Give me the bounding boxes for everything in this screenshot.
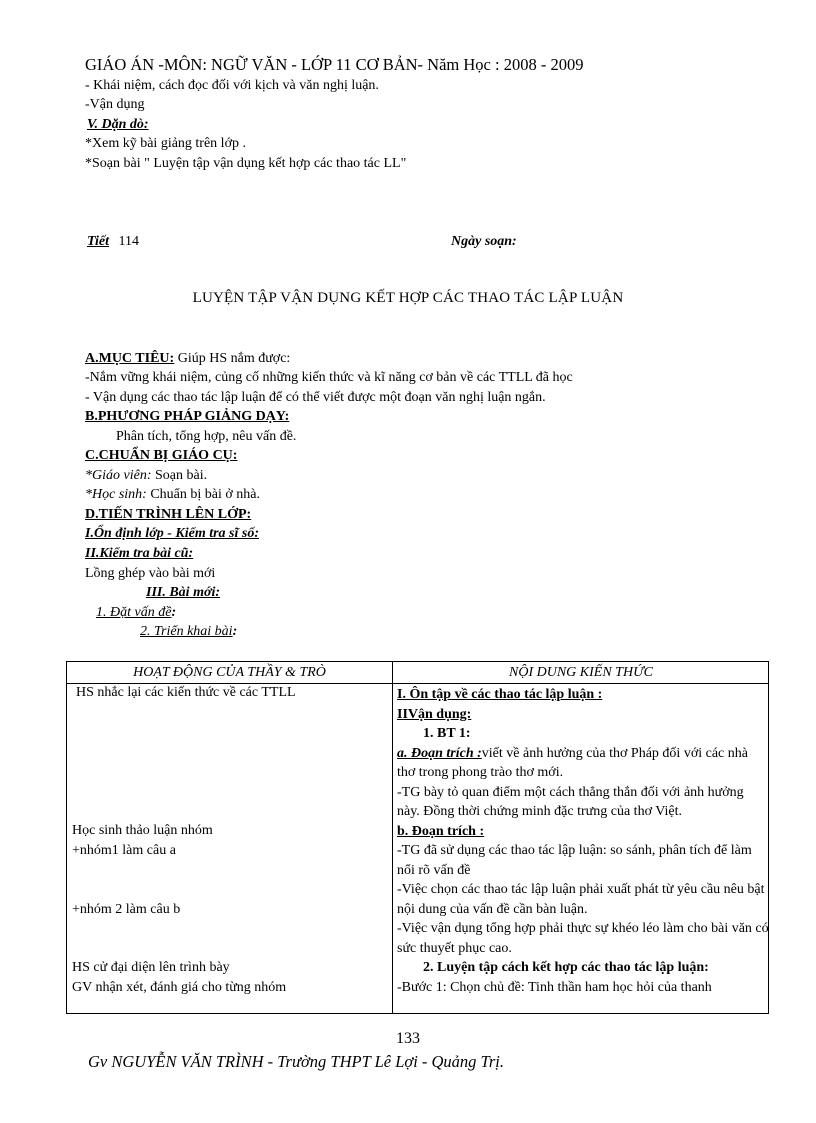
content-label: a. Đoạn trích :	[397, 745, 482, 761]
tiet-number: 114	[118, 234, 140, 249]
dan-do-item: *Xem kỹ bài giảng trên lớp .	[85, 136, 246, 151]
content-text: viết về ảnh hưởng của thơ Pháp đối với các nhà thơ trong phong trào thơ mới.	[397, 745, 748, 780]
content-paragraph: -TG đã sử dụng các thao tác lập luận: so sánh, phân tích để làm nổi rõ vấn đề	[397, 843, 752, 878]
content-paragraph	[397, 744, 769, 783]
trien-khai: 2. Triển khai bài:	[140, 624, 238, 639]
dan-do-heading: V. Dặn dò:	[87, 117, 149, 132]
kiem-tra-heading: II.Kiểm tra bài cũ:	[85, 546, 194, 561]
muc-tieu-heading: A.MỤC TIÊU:	[85, 351, 175, 366]
chuan-bi-hs	[85, 487, 260, 503]
tien-trinh-heading: D.TIẾN TRÌNH LÊN LỚP:	[85, 507, 252, 522]
lesson-title: LUYỆN TẬP VẬN DỤNG KẾT HỢP CÁC THAO TÁC LẬP LUẬN	[192, 290, 624, 306]
phuong-phap-heading: B.PHƯƠNG PHÁP GIẢNG DẠY:	[85, 409, 290, 424]
muc-tieu-line	[85, 351, 290, 367]
chuan-bi-heading: C.CHUẨN BỊ GIÁO CỤ:	[85, 448, 238, 463]
content-heading: IIVận dụng:	[397, 706, 472, 722]
tiet-line	[87, 234, 139, 250]
table-header-activity: HOẠT ĐỘNG CỦA THẦY & TRÒ	[133, 665, 326, 680]
tiet-label: Tiết	[87, 234, 110, 249]
table-header-divider	[67, 683, 768, 684]
kiem-tra-text: Lồng ghép vào bài mới	[85, 566, 216, 581]
document-footer: Gv NGUYỄN VĂN TRÌNH - Trường THPT Lê Lợi - Quảng Trị.	[88, 1052, 504, 1071]
gv-text: Soạn bài.	[151, 468, 208, 483]
chuan-bi-gv	[85, 468, 207, 484]
activity-line: HS cử đại diện lên trình bày	[72, 960, 230, 975]
document-header: GIÁO ÁN -MÔN: NGỮ VĂN - LỚP 11 CƠ BẢN- Năm Học : 2008 - 2009	[85, 55, 584, 74]
content-paragraph: -Việc vận dụng tổng hợp phải thực sự khéo léo làm cho bài văn có sức thuyết phục cao.	[397, 921, 769, 956]
activity-line: GV nhận xét, đánh giá cho từng nhóm	[72, 980, 287, 995]
trien-khai-label: 2. Triển khai bài	[140, 624, 233, 639]
table-column-divider	[392, 662, 393, 1013]
hs-text: Chuẩn bị bài ở nhà.	[146, 487, 260, 502]
text-line: -Vận dụng	[85, 97, 145, 112]
content-paragraph: -Việc chọn các thao tác lập luận phải xuất phát từ yêu cầu nêu bật nội dung của vấn đề cần bàn luận.	[397, 882, 765, 917]
bai-moi-heading: III. Bài mới:	[146, 585, 221, 600]
muc-tieu-intro: Giúp HS nắm được:	[174, 351, 291, 366]
phuong-phap-text: Phân tích, tổng hợp, nêu vấn đề.	[116, 429, 297, 444]
gv-label: *Giáo viên:	[85, 468, 152, 483]
hs-label: *Học sinh:	[85, 487, 147, 502]
content-subheading: 1. BT 1:	[423, 726, 471, 741]
dan-do-item: *Soạn bài " Luyện tập vận dụng kết hợp các thao tác LL"	[85, 156, 407, 171]
table-header-content: NỘI DUNG KIẾN THỨC	[509, 665, 653, 680]
muc-tieu-item: -Nắm vững khái niệm, củng cố những kiến thức và kĩ năng cơ bản về các TTLL đã học	[85, 370, 573, 385]
activity-line: HS nhắc lại các kiến thức về các TTLL	[76, 685, 296, 700]
muc-tieu-item: - Vận dụng các thao tác lập luận để có thể viết được một đoạn văn nghị luận ngắn.	[85, 390, 546, 405]
activity-line: Học sinh thảo luận nhóm	[72, 823, 213, 838]
activity-line: +nhóm1 làm câu a	[72, 843, 176, 858]
content-heading: b. Đoạn trích :	[397, 823, 485, 839]
dat-van-de: 1. Đặt vấn đề:	[96, 605, 177, 620]
content-paragraph: -Bước 1: Chọn chủ đề: Tinh thần ham học hỏi của thanh	[397, 979, 712, 995]
on-dinh-heading: I.Ổn định lớp - Kiểm tra sĩ số:	[85, 526, 259, 541]
activity-line: +nhóm 2 làm câu b	[72, 902, 181, 917]
text-line: - Khái niệm, cách đọc đối với kịch và văn nghị luận.	[85, 78, 379, 93]
dat-van-de-label: 1. Đặt vấn đề	[96, 605, 172, 620]
ngay-soan: Ngày soạn:	[451, 234, 517, 249]
content-subheading: 2. Luyện tập cách kết hợp các thao tác lập luận:	[423, 960, 709, 975]
content-column	[397, 685, 769, 997]
page-number: 133	[396, 1030, 420, 1047]
lesson-table	[66, 661, 769, 1014]
content-paragraph: -TG bày tỏ quan điểm một cách thẳng thắn đối với ảnh hưởng này. Đồng thời chứng minh đặc trưng của thơ Việt.	[397, 784, 744, 819]
content-heading: I. Ôn tập về các thao tác lập luận :	[397, 687, 603, 702]
